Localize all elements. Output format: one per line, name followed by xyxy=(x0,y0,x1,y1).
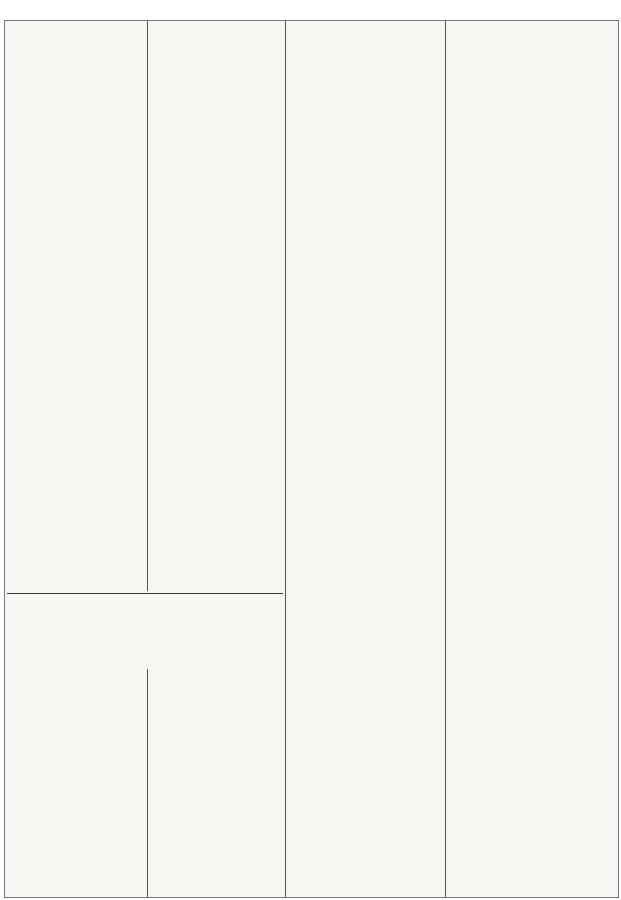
column-2 xyxy=(151,25,281,589)
column-3-foreign xyxy=(289,465,441,893)
novel-subtitle xyxy=(11,654,271,660)
novel-author xyxy=(11,662,271,669)
prussia-correspondence-label xyxy=(449,360,613,366)
novel-column-right xyxy=(151,673,281,893)
column-rule xyxy=(285,21,286,897)
column-4-turchia xyxy=(449,631,613,877)
column-1 xyxy=(9,25,143,589)
author-signature xyxy=(565,880,615,886)
novel-title xyxy=(11,627,271,653)
catalog-ledger-continued xyxy=(151,25,281,49)
column-4-prussia xyxy=(449,369,613,613)
column-4 xyxy=(449,25,613,343)
document-header xyxy=(0,0,621,18)
section-heading-estero xyxy=(289,421,441,443)
section-heading-prussia xyxy=(449,347,613,359)
catalog-ledger xyxy=(9,26,143,32)
appendix-rule xyxy=(7,593,283,594)
footnote xyxy=(11,883,147,889)
column-rule xyxy=(147,21,148,591)
francia-correspondence-label xyxy=(289,456,441,462)
section-heading-turchia xyxy=(449,617,613,629)
newspaper-page xyxy=(4,20,619,898)
column-rule xyxy=(147,669,148,897)
appendix-title xyxy=(11,597,271,613)
observations-heading xyxy=(151,43,281,49)
column-3 xyxy=(289,25,441,417)
appendix-date xyxy=(11,615,271,623)
chapter-title xyxy=(11,685,147,691)
volume-title xyxy=(11,672,147,684)
catalog-title xyxy=(9,26,143,32)
to-be-continued xyxy=(453,880,543,886)
column-rule xyxy=(445,21,446,897)
novel-column-left xyxy=(9,693,143,879)
section-heading-francia xyxy=(289,444,441,455)
